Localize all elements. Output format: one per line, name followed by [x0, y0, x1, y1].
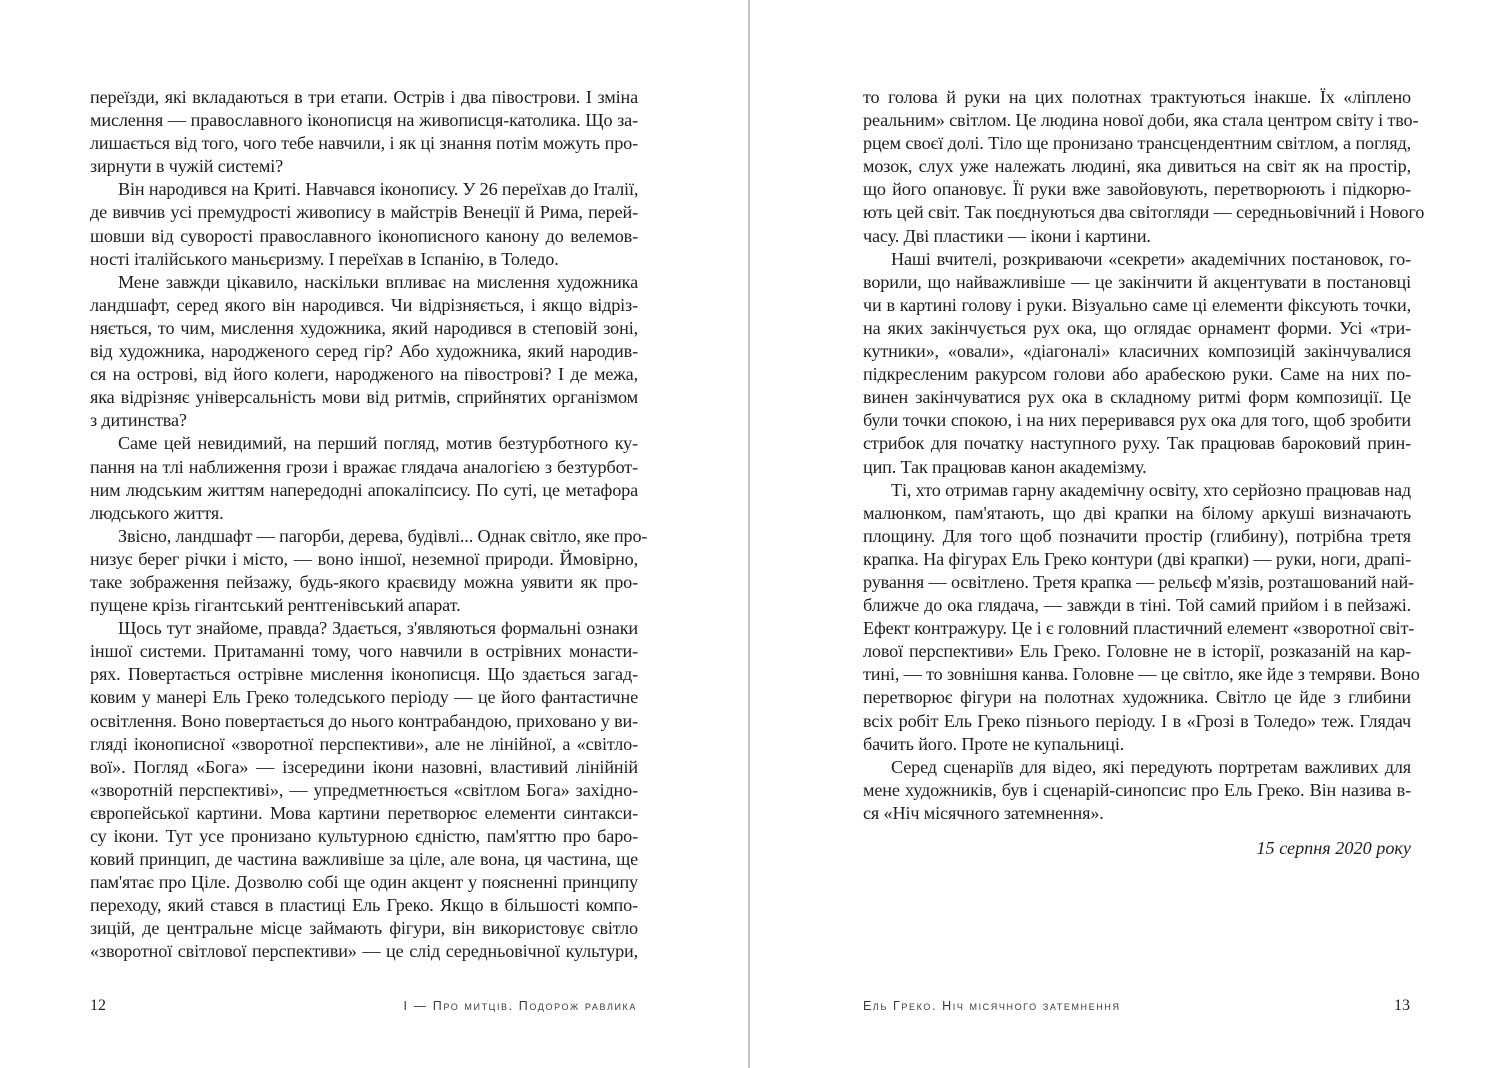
date-signature: 15 серпня 2020 року: [1256, 838, 1411, 858]
paragraph: [90, 271, 638, 433]
text-line: мислення — православного іконописця на живописця-католика. Що за-: [90, 110, 638, 131]
text-line: Він народився на Криті. Навчався іконопису. У 26 переїхав до Італії,: [118, 179, 639, 200]
text-line: пущене крізь гігантський рентгенівський апарат.: [90, 595, 461, 616]
text-line: з дитинства?: [90, 410, 187, 431]
paragraph: [863, 248, 1411, 479]
paragraph: [90, 525, 648, 617]
text-line: ковим у манері Ель Греко толедського періоду — це його фантастичне: [90, 687, 638, 708]
text-line: ють цей світ. Так поєднуються два світогляди — середньовічний і Нового: [863, 202, 1425, 223]
text-line: рування — освітлено. Третя крапка — рельєф м'язів, розташований най-: [863, 571, 1414, 592]
text-line: Наші вчителі, розкриваючи «секрети» академічних постановок, го-: [891, 248, 1411, 269]
text-line: чи в картині голову і руки. Візуально саме ці елементи фіксують точки,: [863, 294, 1411, 315]
text-line: стрибок для початку наступного руху. Так працював бароковий прин-: [863, 433, 1411, 454]
text-line: пам'ятає про Ціле. Дозволю собі ще один акцент у поясненні принципу: [90, 872, 638, 893]
text-line: європейської картини. Мова картини перетворює елементи синтакси-: [90, 802, 638, 823]
text-line: мозок, слух уже належать людині, яка дивиться на світ як на простір,: [863, 156, 1411, 177]
text-line: всіх робіт Ель Греко пізнього періоду. І в «Грозі в Толедо» теж. Глядач: [863, 710, 1411, 731]
paragraph: [90, 432, 638, 524]
right-page-body: [863, 86, 1425, 860]
text-line: лишається від того, чого тебе навчили, і як ці знання потім можуть про-: [90, 133, 638, 154]
left-page-body: [90, 86, 648, 964]
text-line: ності італійського маньєризму. І переїхав в Іспанію, в Толедо.: [90, 248, 559, 269]
text-line: ним людським життям напередодні апокаліпсису. По суті, це метафора: [90, 479, 638, 500]
text-line: яка відрізняє універсальність мови від ритмів, сприйнятих організмом: [90, 387, 638, 408]
text-line: були точки спокою, і на них переривався рух ока для того, щоб зробити: [863, 410, 1411, 431]
paragraph: [90, 178, 638, 270]
text-line: ландшафт, серед якого він народився. Чи відрізняється, і якщо відріз-: [90, 294, 638, 315]
text-line: пання на тлі наближення грози і вражає глядача аналогією з безтурбот-: [90, 456, 638, 477]
text-line: винен закінчуватися рух ока в складному ритмі форм композиції. Це: [863, 387, 1411, 408]
text-line: переїзди, які вкладаються в три етапи. Острів і два півострови. І зміна: [90, 87, 638, 107]
paragraph: [863, 86, 1425, 248]
text-line: шовши від суворості православного іконописного канону до велемов-: [90, 225, 638, 246]
text-line: підкресленим ракурсом голови або арабескою руки. Саме на них по-: [863, 364, 1411, 385]
text-line: «зворотної світлової перспективи» — це слід середньовічної культури,: [90, 941, 638, 962]
text-line: на яких закінчується рух ока, що оглядає орнамент форми. Усі «три-: [863, 317, 1411, 338]
right-page: [750, 0, 1500, 1068]
running-head-right: Ель Греко. Ніч місячного затемнення: [863, 999, 1121, 1013]
text-line: часу. Дві пластики — ікони і картини.: [863, 225, 1151, 246]
text-line: Звісно, ландшафт — пагорби, дерева, будівлі... Однак світло, яке про-: [118, 525, 648, 546]
text-line: цип. Так працював канон академізму.: [863, 456, 1147, 477]
text-line: кутники», «овали», «діагоналі» класичних композицій закінчувалися: [863, 341, 1411, 362]
left-page: [0, 0, 748, 1068]
text-line: Саме цей невидимий, на перший погляд, мотив безтурботного ку-: [118, 433, 638, 454]
text-line: крапка. На фігурах Ель Греко контури (дві крапки) — руки, ноги, драпі-: [863, 548, 1411, 569]
text-line: су ікони. Тут усе пронизано культурною єдністю, пам'яттю про баро-: [90, 826, 638, 846]
text-line: Серед сценаріїв для відео, які передують портретам важливих для: [891, 756, 1411, 777]
text-line: освітлення. Воно повертається до нього контрабандою, приховано у ви-: [90, 710, 638, 731]
running-head-left: I — Про митців. Подорож равлика: [403, 999, 637, 1013]
text-line: зирнути в чужій системі?: [90, 156, 284, 177]
text-line: «зворотній перспективі», — упредметнюється «світлом Бога» західно-: [90, 779, 638, 800]
text-line: гляді іконописної «зворотної перспективи», але не лінійної, а «світло-: [90, 733, 638, 754]
paragraph: [90, 617, 638, 963]
text-line: малюнком, пам'ятають, що дві крапки на білому аркуші визначають: [863, 502, 1411, 523]
text-line: тині, — то зовнішня канва. Головне — це світло, яке йде з темряви. Воно: [863, 664, 1420, 685]
text-line: реальним» світлом. Це людина нової доби, яка стала центром світу і тво-: [863, 110, 1419, 131]
text-line: зицій, де центральне місце займають фігури, він використовує світло: [90, 918, 638, 939]
text-line: від художника, народженого серед гір? Або художника, який народив-: [90, 341, 638, 362]
text-line: лової перспективи» Ель Греко. Головне не в історії, розказаній на кар-: [863, 641, 1411, 662]
page-number-left: 12: [90, 997, 106, 1014]
text-line: мене художників, був і сценарій-синопсис про Ель Греко. Він назива в-: [863, 779, 1411, 800]
text-line: Ефект контражуру. Це і є головний пластичний елемент «зворотної світ-: [863, 618, 1415, 639]
text-line: Ті, хто отримав гарну академічну освіту, хто серйозно працював над: [891, 479, 1411, 500]
text-line: Мене завжди цікавило, наскільки впливає на мислення художника: [118, 271, 638, 292]
text-line: низує берег річки і місто, — воно іншої, неземної природи. Ймовірно,: [90, 548, 638, 569]
text-line: перетворює фігури на полотнах художника. Світло це йде з глибини: [863, 687, 1411, 708]
text-line: рях. Повертається острівне мислення іконописця. Що здається загад-: [90, 664, 638, 685]
text-line: Щось тут знайоме, правда? Здається, з'являються формальні ознаки: [118, 618, 638, 639]
text-line: вої». Погляд «Бога» — ізсередини ікони назовні, властивий лінійній: [90, 756, 638, 777]
text-line: рцем своєї долі. Тіло ще пронизано трансцендентним світлом, а погляд,: [863, 133, 1411, 154]
text-line: бачить його. Проте не купальниці.: [863, 733, 1125, 754]
text-line: іншої системи. Притаманні тому, чого навчили в острівних монасти-: [90, 641, 638, 662]
paragraph: [863, 479, 1420, 756]
text-line: ковий принцип, де частина важливіше за ціле, але вона, ця частина, ще: [90, 849, 638, 870]
text-line: що його опановує. Її руки вже завойовують, перетворюють і підкорю-: [863, 179, 1411, 200]
text-line: то голова й руки на цих полотнах трактуються інакше. Їх «ліплено: [863, 87, 1411, 107]
paragraph: [863, 756, 1411, 825]
text-line: ся «Ніч місячного затемнення».: [863, 802, 1104, 823]
text-line: няється, то чим, мислення художника, який народився в степовій зоні,: [90, 317, 638, 338]
text-line: ся на острові, від його колеги, народженого на півострові? І де межа,: [90, 364, 638, 385]
text-line: ворили, що найважливіше — це закінчити й акцентувати в постановці: [863, 271, 1411, 292]
text-line: де вивчив усі премудрості живопису в майстрів Венеції й Рима, перей-: [90, 202, 638, 223]
text-line: площину. Для того щоб позначити простір (глибину), потрібна третя: [863, 525, 1411, 546]
page-number-right: 13: [1394, 997, 1410, 1014]
text-line: людського життя.: [90, 502, 224, 523]
text-line: переходу, який стався в пластиці Ель Греко. Якщо в більшості компо-: [90, 895, 638, 916]
text-line: ближче до ока глядача, — завжди в тіні. Той самий прийом і в пейзажі.: [863, 595, 1411, 616]
paragraph: [90, 86, 638, 178]
text-line: таке зображення пейзажу, будь-якого краєвиду можна уявити як про-: [90, 571, 638, 592]
